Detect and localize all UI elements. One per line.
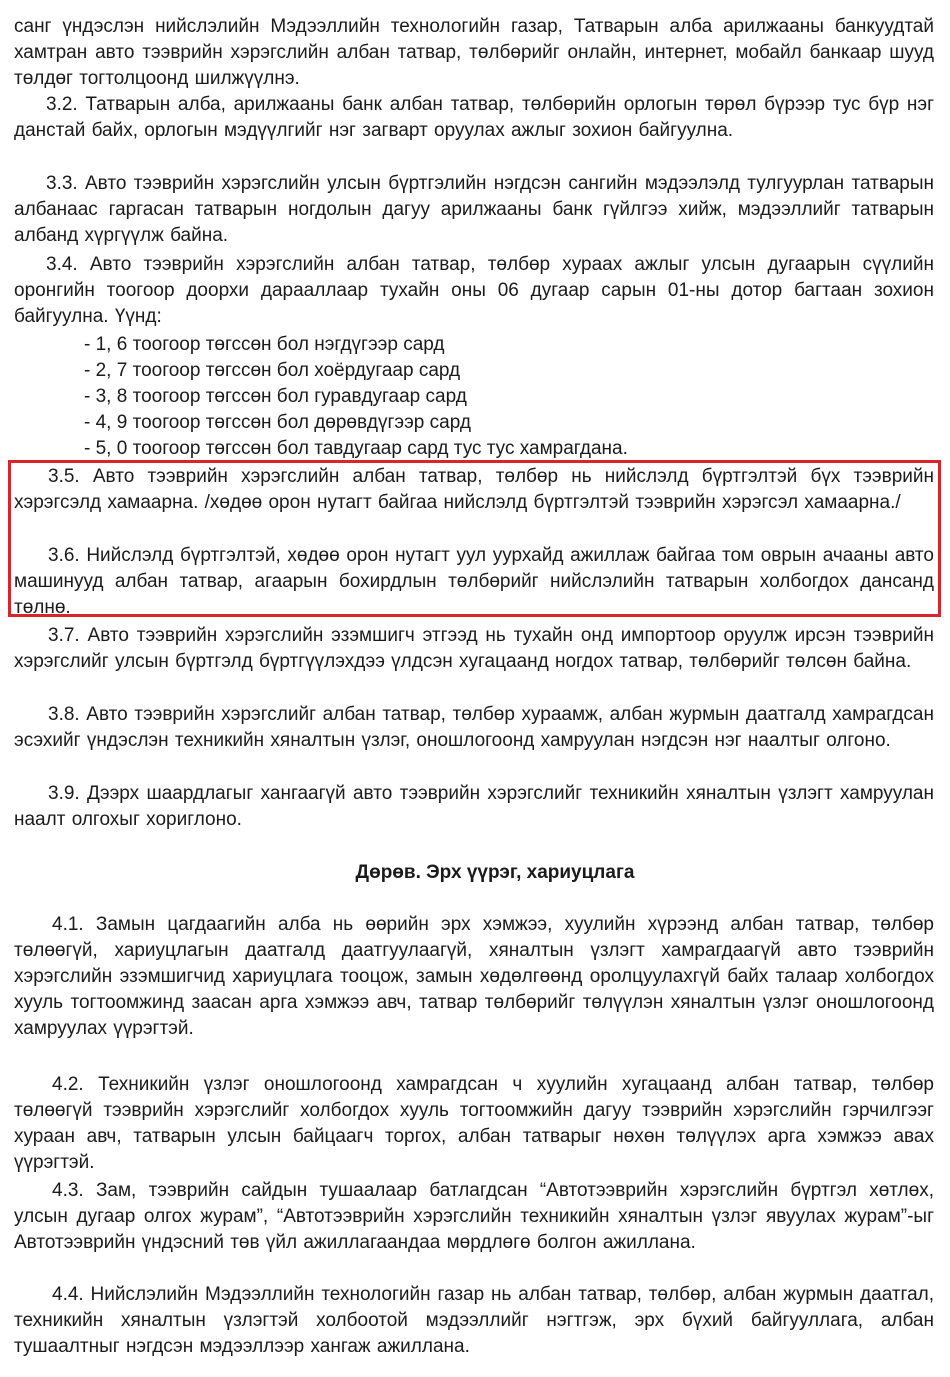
paragraph-4-4: 4.4. Нийслэлийн Мэдээллийн технологийн газар нь албан татвар, төлбөр, албан журмын даатгал, техникийн хяналтын үзлэгтэй холбоотой мэдээллийг нэгтгэж, эрх бүхий байгууллага, албан тушаалтныг нэгдсэн мэдээллээр хангаж ажиллана. (14, 1284, 934, 1357)
schedule-item: - 3, 8 тоогоор төгссөн бол гуравдугаар сард (84, 386, 467, 407)
paragraph-3-6: 3.6. Нийслэлд бүртгэлтэй, хөдөө орон нутагт уул уурхайд ажиллаж байгаа том оврын ачааны авто машинууд албан татвар, агаарын бохирдлын төлбөрийг нийслэлийн татварын холбогдох дансанд төлнө. (14, 545, 934, 618)
paragraph-3-3: 3.3. Авто тээврийн хэрэгслийн улсын бүртгэлийн нэгдсэн сангийн мэдээлэлд тулгуурлан татварын албанаас гаргасан татварын ногдолын дагуу арилжааны банк гүйлгээ хийж, мэдээллийг татварын албанд хүргүүлж байна. (14, 173, 934, 246)
paragraph-3-2: 3.2. Татварын алба, арилжааны банк албан татвар, төлбөрийн орлогын төрөл бүрээр тус бүр нэг данстай байх, орлогын мэдүүлгийг нэг загварт оруулах ажлыг зохион байгуулна. (14, 94, 934, 141)
schedule-item: - 1, 6 тоогоор төгссөн бол нэгдүгээр сард (84, 334, 445, 355)
paragraph-3-7: 3.7. Авто тээврийн хэрэгслийн эзэмшигч этгээд нь тухайн онд импортоор оруулж ирсэн тээврийн хэрэгслийг улсын бүртгэлд бүртгүүлэхдээ үлдсэн хугацаанд ногдох татвар, төлбөрийг төлсөн байна. (14, 625, 934, 672)
schedule-item: - 2, 7 тоогоор төгссөн бол хоёрдугаар сард (84, 360, 461, 381)
paragraph-4-1: 4.1. Замын цагдаагийн алба нь өөрийн эрх хэмжээ, хуулийн хүрээнд албан татвар, төлбөр төлөөгүй, хариуцлагын даатгалд даатгуулаагүй, хяналтын үзлэгт хамрагдаагүй авто тээврийн хэрэгслийн эзэмшигчид хариуцлага тооцож, замын хөдөлгөөнд оролцуулахгүй байх талаар холбогдох хууль тогтоомжинд заасан арга хэмжээ авч, татвар төлбөрийг төлүүлэн хяналтын үзлэг оношлогоонд хамруулах үүрэгтэй. (14, 914, 934, 1039)
schedule-item: - 4, 9 тоогоор төгссөн бол дөрөвдүгээр сард (84, 412, 471, 433)
schedule-item: - 5, 0 тоогоор төгссөн бол тавдугаар сард тус тус хамрагдана. (84, 438, 628, 459)
schedule-list (84, 332, 784, 462)
intro-paragraph: санг үндэслэн нийслэлийн Мэдээллийн технологийн газар, Татварын алба арилжааны банкуудтай хамтран авто тээврийн хэрэгслийн албан татвар, төлбөрийг онлайн, интернет, мобайл банкаар шууд төлдөг тогтолцоонд шилжүүлнэ. (14, 16, 934, 89)
paragraph-3-5: 3.5. Авто тээврийн хэрэгслийн албан татвар, төлбөр нь нийслэлд бүртгэлтэй бүх тээврийн хэрэгсэлд хамаарна. /хөдөө орон нутагт байгаа нийслэлд бүртгэлтэй тээврийн хэрэгсэл хамаарна./ (14, 466, 934, 513)
paragraph-3-4: 3.4. Авто тээврийн хэрэгслийн албан татвар, төлбөр хураах ажлыг улсын дугаарын сүүлийн оронгийн тоогоор доорхи дарааллаар тухайн оны 06 дугаар сарын 01-ны дотор багтаан зохион байгуулна. Үүнд: (14, 254, 934, 327)
paragraph-4-3: 4.3. Зам, тээврийн сайдын тушаалаар батлагдсан “Автотээврийн хэрэгслийн бүртгэл хөтлөх, улсын дугаар олгох журам”, “Автотээврийн хэрэгслийн техникийн хяналтын үзлэг явуулах журам”-ыг Автотээврийн үндэсний төв үйл ажиллагаандаа мөрдлөгө болгон ажиллана. (14, 1180, 934, 1253)
paragraph-3-9: 3.9. Дээрх шаардлагыг хангаагүй авто тээврийн хэрэгслийг техникийн хяналтын үзлэгт хамруулан наалт олгохыг хориглоно. (14, 783, 934, 830)
section-heading: Дөрөв. Эрх үүрэг, хариуцлага (355, 862, 635, 883)
paragraph-3-8: 3.8. Авто тээврийн хэрэгслийг албан татвар, төлбөр хураамж, албан журмын даатгалд хамрагдсан эсэхийг үндэслэн техникийн хяналтын үзлэг, оношлогоонд хамруулан нэгдсэн нэг наалтыг олгоно. (14, 704, 934, 751)
paragraph-4-2: 4.2. Техникийн үзлэг оношлогоонд хамрагдсан ч хуулийн хугацаанд албан татвар, төлбөр төлөөгүй тээврийн хэрэгслийг холбогдох хууль тогтоомжийн дагуу тээврийн хэрэгслийн гэрчилгээг хураан авч, татварын улсын байцаагч торгох, албан татварыг нөхөн төлүүлэх арга хэмжээ авах үүрэгтэй. (14, 1074, 934, 1173)
